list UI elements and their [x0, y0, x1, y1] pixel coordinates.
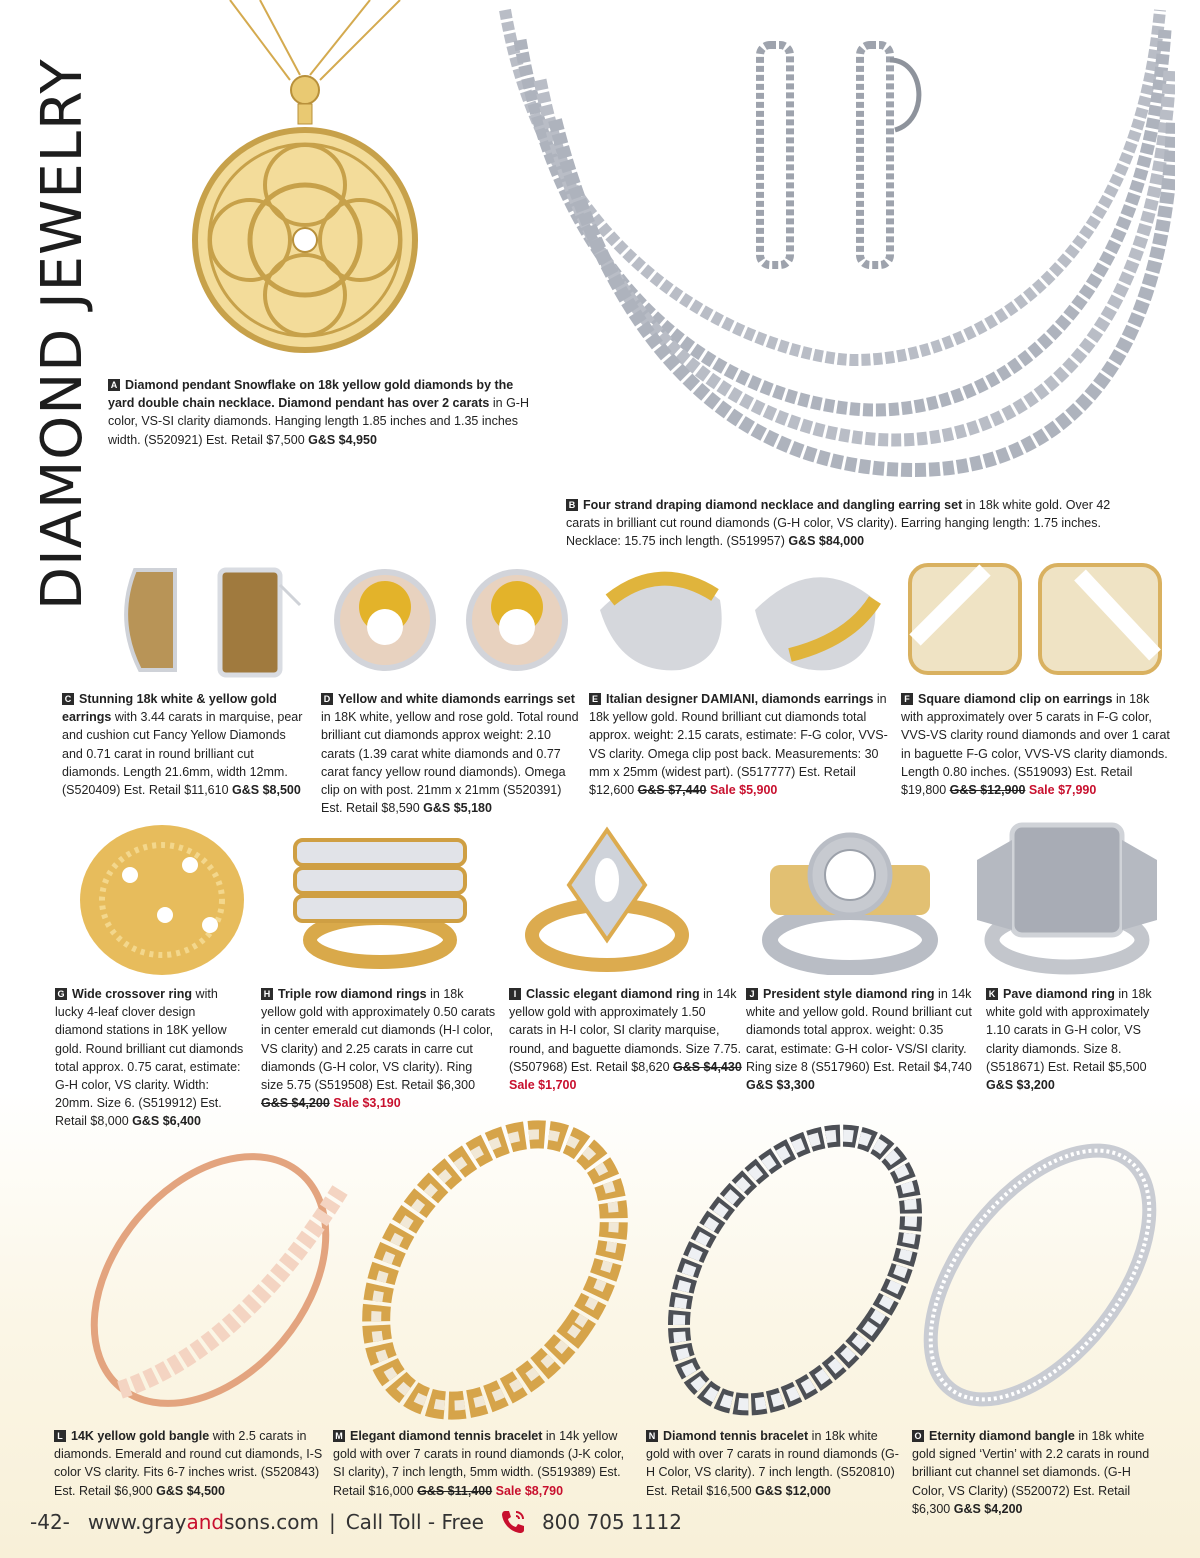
item-letter-h: H: [261, 988, 273, 1000]
item-desc-c: with 3.44 carats in marquise, pear and cushion cut Fancy Yellow Diamonds and 0.71 carat in round brilliant cut diamonds. Length 21.6mm, width 12mm. (S520409) Est. Retail $11,610: [62, 710, 303, 798]
call-toll-free-label: Call Toll - Free: [345, 1510, 484, 1534]
item-desc-i: in 14k yellow gold with approximately 1.50 carats in H-I color, SI clarity marquise, round, and baguette diamonds. Size 7.75. (S507968) Est. Retail $8,620: [509, 987, 742, 1074]
item-name-l: 14K yellow gold bangle: [71, 1429, 210, 1443]
item-desc-e: in 18k yellow gold. Round brilliant cut diamonds total approx. weight: 2.15 carats, estimate: F-G color, VVS-VS clarity. Omega clip post back. Measurements: 30 mm x 25mm (widest part). (S517777) Est. Retail $12,600: [589, 692, 888, 798]
item-name-o: Eternity diamond bangle: [929, 1429, 1075, 1443]
earrings-d-photo: [325, 555, 580, 680]
page-footer: [30, 1502, 682, 1542]
caption-n: [646, 1427, 902, 1500]
item-desc-n: in 18k white gold with over 7 carats in round diamonds (G-H Color, VS clarity). 7 inch length. (S520810) Est. Retail $16,500: [646, 1429, 899, 1498]
caption-e: [589, 690, 891, 799]
item-letter-f: F: [901, 693, 913, 705]
item-letter-g: G: [55, 988, 67, 1000]
earrings-f-photo: [905, 560, 1170, 680]
earrings-e-photo: [590, 560, 890, 680]
item-price-b: G&S $84,000: [788, 534, 865, 549]
item-letter-k: K: [986, 988, 998, 1000]
caption-f: [901, 690, 1173, 799]
item-old-price-f: G&S $12,900: [949, 783, 1026, 798]
caption-j: [746, 985, 972, 1094]
website-link[interactable]: www.grayandsons.com: [87, 1510, 319, 1534]
caption-c: [62, 690, 310, 799]
bangle-l-photo: [60, 1130, 360, 1430]
item-letter-a: A: [108, 379, 120, 391]
bangle-o-photo: [900, 1125, 1180, 1425]
caption-a: [108, 376, 538, 449]
item-sale-price-h: Sale $3,190: [329, 1096, 401, 1111]
item-price-j: G&S $3,300: [746, 1078, 815, 1093]
item-desc-o: in 18k white gold signed ‘Vertin’ with 2.2 carats in round brilliant cut channel set diamonds. (G-H Color, VS Clarity) (S520072) Est. Retail $6,300: [912, 1429, 1150, 1516]
item-letter-b: B: [566, 499, 578, 511]
item-letter-e: E: [589, 693, 601, 705]
caption-b: [566, 496, 1146, 551]
item-name-e: Italian designer DAMIANI, diamonds earrings: [606, 692, 874, 706]
ring-j-photo: [750, 825, 950, 975]
item-price-d: G&S $5,180: [423, 801, 492, 816]
caption-d: [321, 690, 579, 817]
item-letter-l: L: [54, 1430, 66, 1442]
item-letter-j: J: [746, 988, 758, 1000]
item-letter-c: C: [62, 693, 74, 705]
item-sale-price-m: Sale $8,790: [492, 1483, 564, 1498]
item-name-n: Diamond tennis bracelet: [663, 1429, 809, 1443]
item-price-o: G&S $4,200: [953, 1501, 1023, 1516]
phone-icon: [498, 1507, 528, 1537]
item-sale-price-i: Sale $1,700: [509, 1078, 577, 1093]
item-old-price-m: G&S $11,400: [417, 1483, 493, 1498]
item-name-i: Classic elegant diamond ring: [526, 987, 700, 1001]
item-price-l: G&S $4,500: [156, 1483, 225, 1498]
item-desc-l: with 2.5 carats in diamonds. Emerald and round cut diamonds, I-S color VS clarity. Fits 6-7 inches wrist. (S520843) Est. Retail $6,900: [54, 1429, 323, 1498]
caption-l: [54, 1427, 326, 1500]
item-desc-h: in 18k yellow gold with approximately 0.50 carats in center emerald cut diamonds (H-I color, VS clarity) and 2.25 carats in carre cut diamonds (G-H color, VS clarity). Ring size 5.75 (S519508) Est. Retail $6,300: [261, 987, 496, 1093]
item-letter-i: I: [509, 988, 521, 1000]
item-desc-g: with lucky 4-leaf clover design diamond stations in 18K yellow gold. Round brilliant cut diamonds total approx. 0.75 carat, estimate: G-H color, VS clarity. Width: 20mm. Size 6. (S519912) Est. Retail $8,000: [55, 987, 244, 1129]
item-name-m: Elegant diamond tennis bracelet: [350, 1429, 543, 1443]
item-letter-n: N: [646, 1430, 658, 1442]
four-strand-necklace-photo: [495, 0, 1175, 490]
ring-k-photo: [972, 820, 1162, 975]
item-desc-a: in G-H color, VS-SI clarity diamonds. Hanging length 1.85 inches and 1.35 inches width. (S520921) Est. Retail $7,500: [108, 396, 529, 447]
item-name-k: Pave diamond ring: [1003, 987, 1115, 1001]
item-desc-j: in 14k white and yellow gold. Round brilliant cut diamonds total approx. weight: 0.35 carat, estimate: G-H color- VS/SI clarity. Ring size 8 (S517960) Est. Retail $4,740: [746, 987, 972, 1074]
item-desc-d: in 18K white, yellow and rose gold. Total round brilliant cut diamonds approx weight: 2.10 carats (1.39 carat white diamonds and 0.77 carat fancy yellow round diamonds). Omega clip on with post. 21mm x 21mm (S520391) Est. Retail $8,590: [321, 710, 579, 816]
item-price-g: G&S $6,400: [132, 1114, 201, 1129]
caption-h: [261, 985, 497, 1112]
ring-h-photo: [285, 830, 475, 970]
footer-separator: |: [328, 1510, 336, 1534]
caption-k: [986, 985, 1174, 1094]
item-sale-price-f: Sale $7,990: [1025, 783, 1097, 798]
phone-number[interactable]: 800 705 1112: [541, 1510, 682, 1534]
earrings-c-photo: [115, 560, 305, 680]
item-name-b: Four strand draping diamond necklace and dangling earring set: [583, 498, 963, 512]
caption-m: [333, 1427, 637, 1500]
item-letter-o: O: [912, 1430, 924, 1442]
page-number: -42-: [30, 1510, 70, 1534]
item-desc-k: in 18k white gold with approximately 1.10 carats in G-H color, VS clarity diamonds. Size 8. (S518671) Est. Retail $5,500: [986, 987, 1152, 1074]
item-name-c: Stunning 18k white & yellow gold earrings: [62, 692, 277, 725]
item-desc-m: in 14k yellow gold with over 7 carats in round diamonds (J-K color, SI clarity), 7 inch length, 5mm width. (S519389) Est. Retail $16,000: [333, 1429, 625, 1498]
caption-g: [55, 985, 245, 1131]
bracelet-m-photo: [345, 1105, 645, 1430]
item-name-g: Wide crossover ring: [72, 987, 193, 1001]
ring-i-photo: [515, 825, 700, 975]
item-name-f: Square diamond clip on earrings: [918, 692, 1113, 706]
item-desc-b: in 18k white gold. Over 42 carats in brilliant cut round diamonds (G-H color, VS clarity). Earring hanging length: 1.75 inches. Necklace: 15.75 inch length. (S519957): [566, 498, 1111, 549]
caption-i: [509, 985, 743, 1094]
item-letter-m: M: [333, 1430, 345, 1442]
item-name-j: President style diamond ring: [763, 987, 935, 1001]
item-letter-d: D: [321, 693, 333, 705]
item-sale-price-e: Sale $5,900: [706, 783, 778, 798]
item-name-a: Diamond pendant Snowflake on 18k yellow gold diamonds by the yard double chain necklace. Diamond pendant has over 2 carats: [108, 378, 514, 411]
item-old-price-e: G&S $7,440: [637, 783, 707, 798]
item-name-d: Yellow and white diamonds earrings set: [338, 692, 575, 706]
pendant-necklace-photo: [170, 0, 440, 370]
item-old-price-i: G&S $4,430: [673, 1059, 742, 1074]
section-title: DIAMOND JEWELRY: [30, 58, 95, 610]
ring-g-photo: [70, 815, 255, 980]
item-price-c: G&S $8,500: [232, 783, 301, 798]
item-price-a: G&S $4,950: [308, 432, 377, 447]
item-desc-f: in 18k with approximately over 5 carats in F-G color, VVS-VS clarity round diamonds and over 1 carat in baguette F-G color, VVS-VS clarity diamonds. Length 0.80 inches. (S519093) Est. Retail $19,800: [901, 692, 1170, 798]
item-name-h: Triple row diamond rings: [278, 987, 427, 1001]
item-price-k: G&S $3,200: [986, 1078, 1055, 1093]
item-price-n: G&S $12,000: [755, 1483, 831, 1498]
caption-o: [912, 1427, 1160, 1518]
item-old-price-h: G&S $4,200: [261, 1096, 330, 1111]
